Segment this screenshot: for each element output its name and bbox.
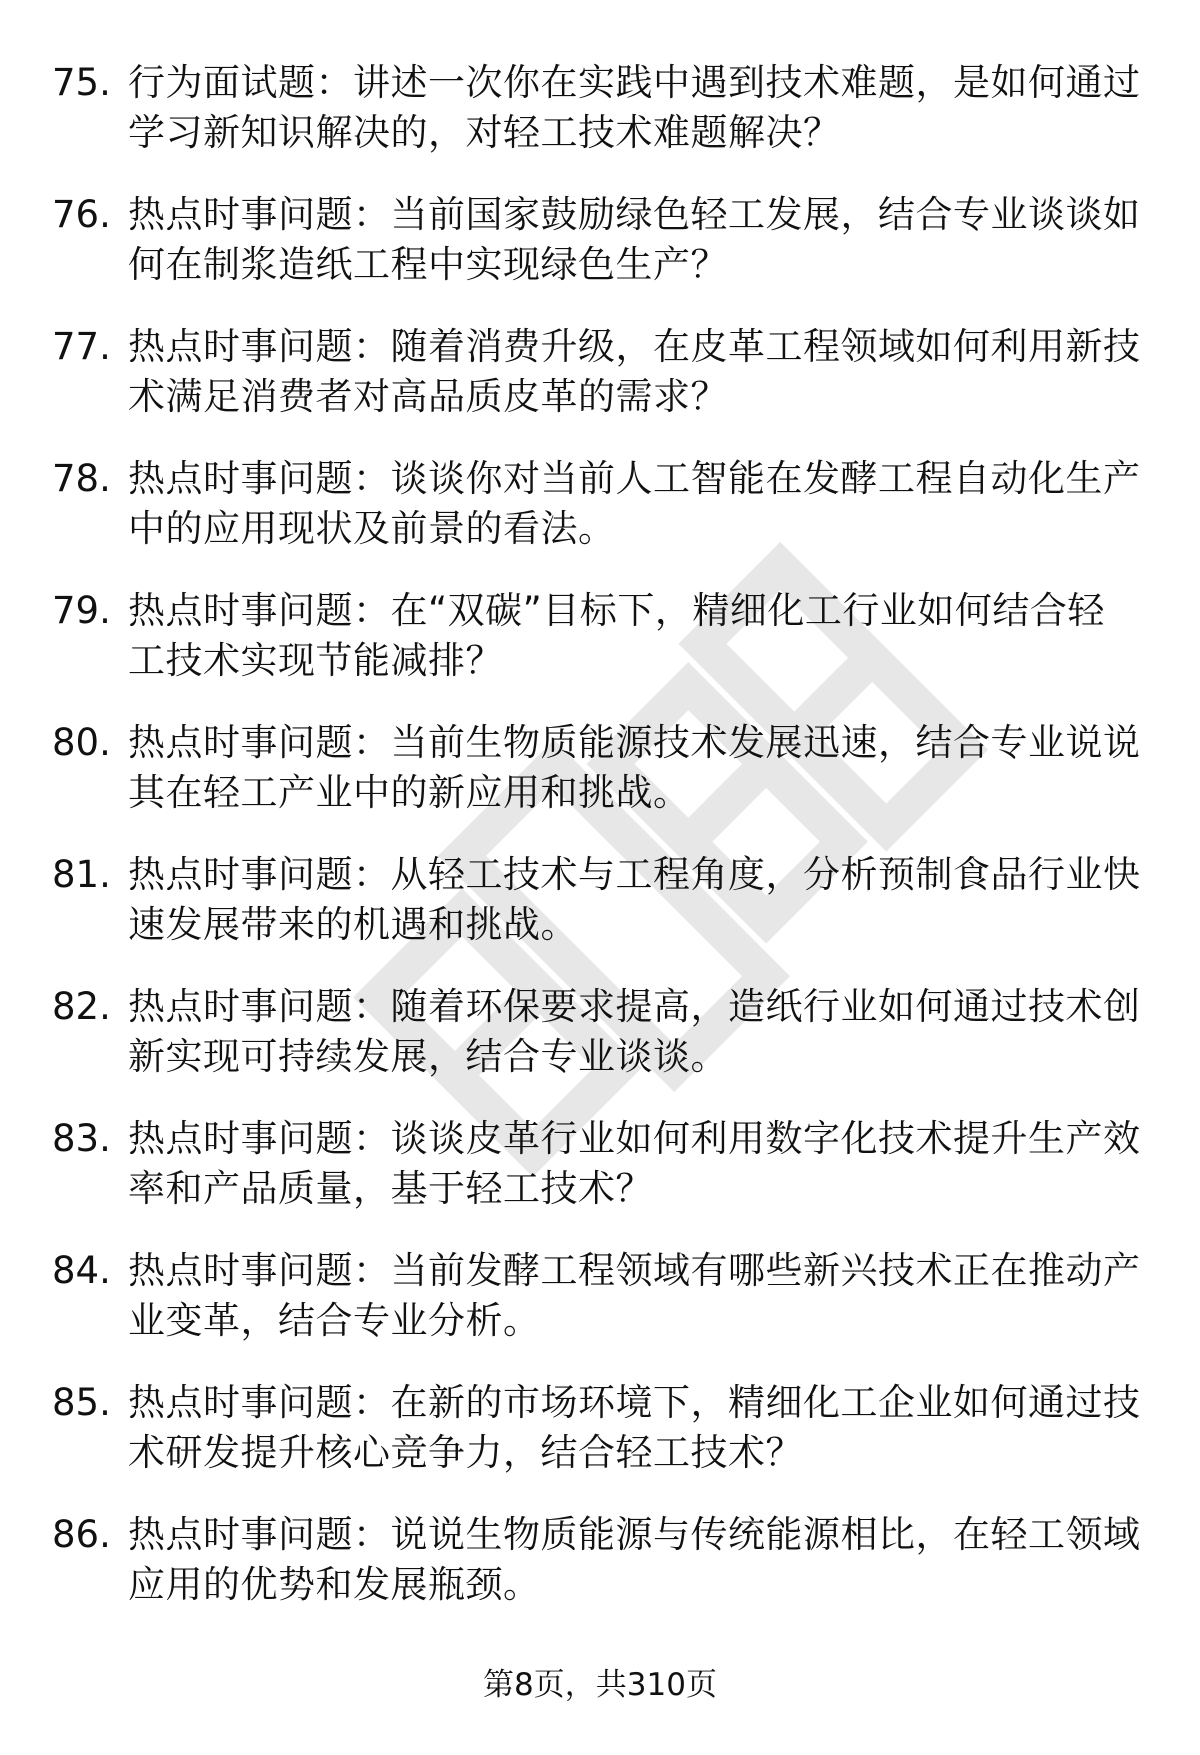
question-text: 热点时事问题：当前发酵工程领域有哪些新兴技术正在推动产业变革，结合专业分析。 bbox=[128, 1249, 1141, 1342]
question-text: 热点时事问题：从轻工技术与工程角度，分析预制食品行业快速发展带来的机遇和挑战。 bbox=[128, 853, 1141, 946]
question-number: 82. bbox=[52, 985, 111, 1028]
question-item-77 bbox=[52, 322, 1142, 454]
page-footer: 第8页，共310页 bbox=[483, 1667, 717, 1703]
question-number: 84. bbox=[52, 1249, 111, 1292]
question-number: 81. bbox=[52, 853, 111, 896]
question-number: 86. bbox=[52, 1513, 111, 1556]
question-text: 热点时事问题：在新的市场环境下，精细化工企业如何通过技术研发提升核心竞争力，结合轻工技术？ bbox=[128, 1381, 1141, 1474]
question-text: 行为面试题：讲述一次你在实践中遇到技术难题，是如何通过学习新知识解决的，对轻工技术难题解决？ bbox=[128, 61, 1141, 154]
question-number: 85. bbox=[52, 1381, 111, 1424]
question-item-76 bbox=[52, 190, 1142, 322]
question-number: 83. bbox=[52, 1117, 111, 1160]
question-item-75 bbox=[52, 58, 1142, 190]
question-item-80 bbox=[52, 718, 1142, 850]
question-text: 热点时事问题：随着环保要求提高，造纸行业如何通过技术创新实现可持续发展，结合专业谈谈。 bbox=[128, 985, 1141, 1078]
question-text: 热点时事问题：谈谈你对当前人工智能在发酵工程自动化生产中的应用现状及前景的看法。 bbox=[128, 457, 1141, 550]
question-number: 79. bbox=[52, 589, 111, 632]
question-list bbox=[52, 58, 1142, 1642]
question-item-81 bbox=[52, 850, 1142, 982]
question-text: 热点时事问题：当前国家鼓励绿色轻工发展，结合专业谈谈如何在制浆造纸工程中实现绿色生产？ bbox=[128, 193, 1141, 286]
question-text: 热点时事问题：说说生物质能源与传统能源相比，在轻工领域应用的优势和发展瓶颈。 bbox=[128, 1513, 1141, 1606]
question-text: 热点时事问题：当前生物质能源技术发展迅速，结合专业说说其在轻工产业中的新应用和挑战。 bbox=[128, 721, 1141, 814]
question-item-79 bbox=[52, 586, 1142, 718]
question-item-82 bbox=[52, 982, 1142, 1114]
question-number: 77. bbox=[52, 325, 111, 368]
question-text: 热点时事问题：随着消费升级，在皮革工程领域如何利用新技术满足消费者对高品质皮革的需求？ bbox=[128, 325, 1141, 418]
question-number: 76. bbox=[52, 193, 111, 236]
question-number: 75. bbox=[52, 61, 111, 104]
question-number: 78. bbox=[52, 457, 111, 500]
question-number: 80. bbox=[52, 721, 111, 764]
question-item-86 bbox=[52, 1510, 1142, 1642]
question-text: 热点时事问题：谈谈皮革行业如何利用数字化技术提升生产效率和产品质量，基于轻工技术？ bbox=[128, 1117, 1141, 1210]
question-item-78 bbox=[52, 454, 1142, 586]
question-item-83 bbox=[52, 1114, 1142, 1246]
question-text: 热点时事问题：在“双碳”目标下，精细化工行业如何结合轻工技术实现节能减排？ bbox=[128, 589, 1105, 682]
question-item-85 bbox=[52, 1378, 1142, 1510]
question-item-84 bbox=[52, 1246, 1142, 1378]
